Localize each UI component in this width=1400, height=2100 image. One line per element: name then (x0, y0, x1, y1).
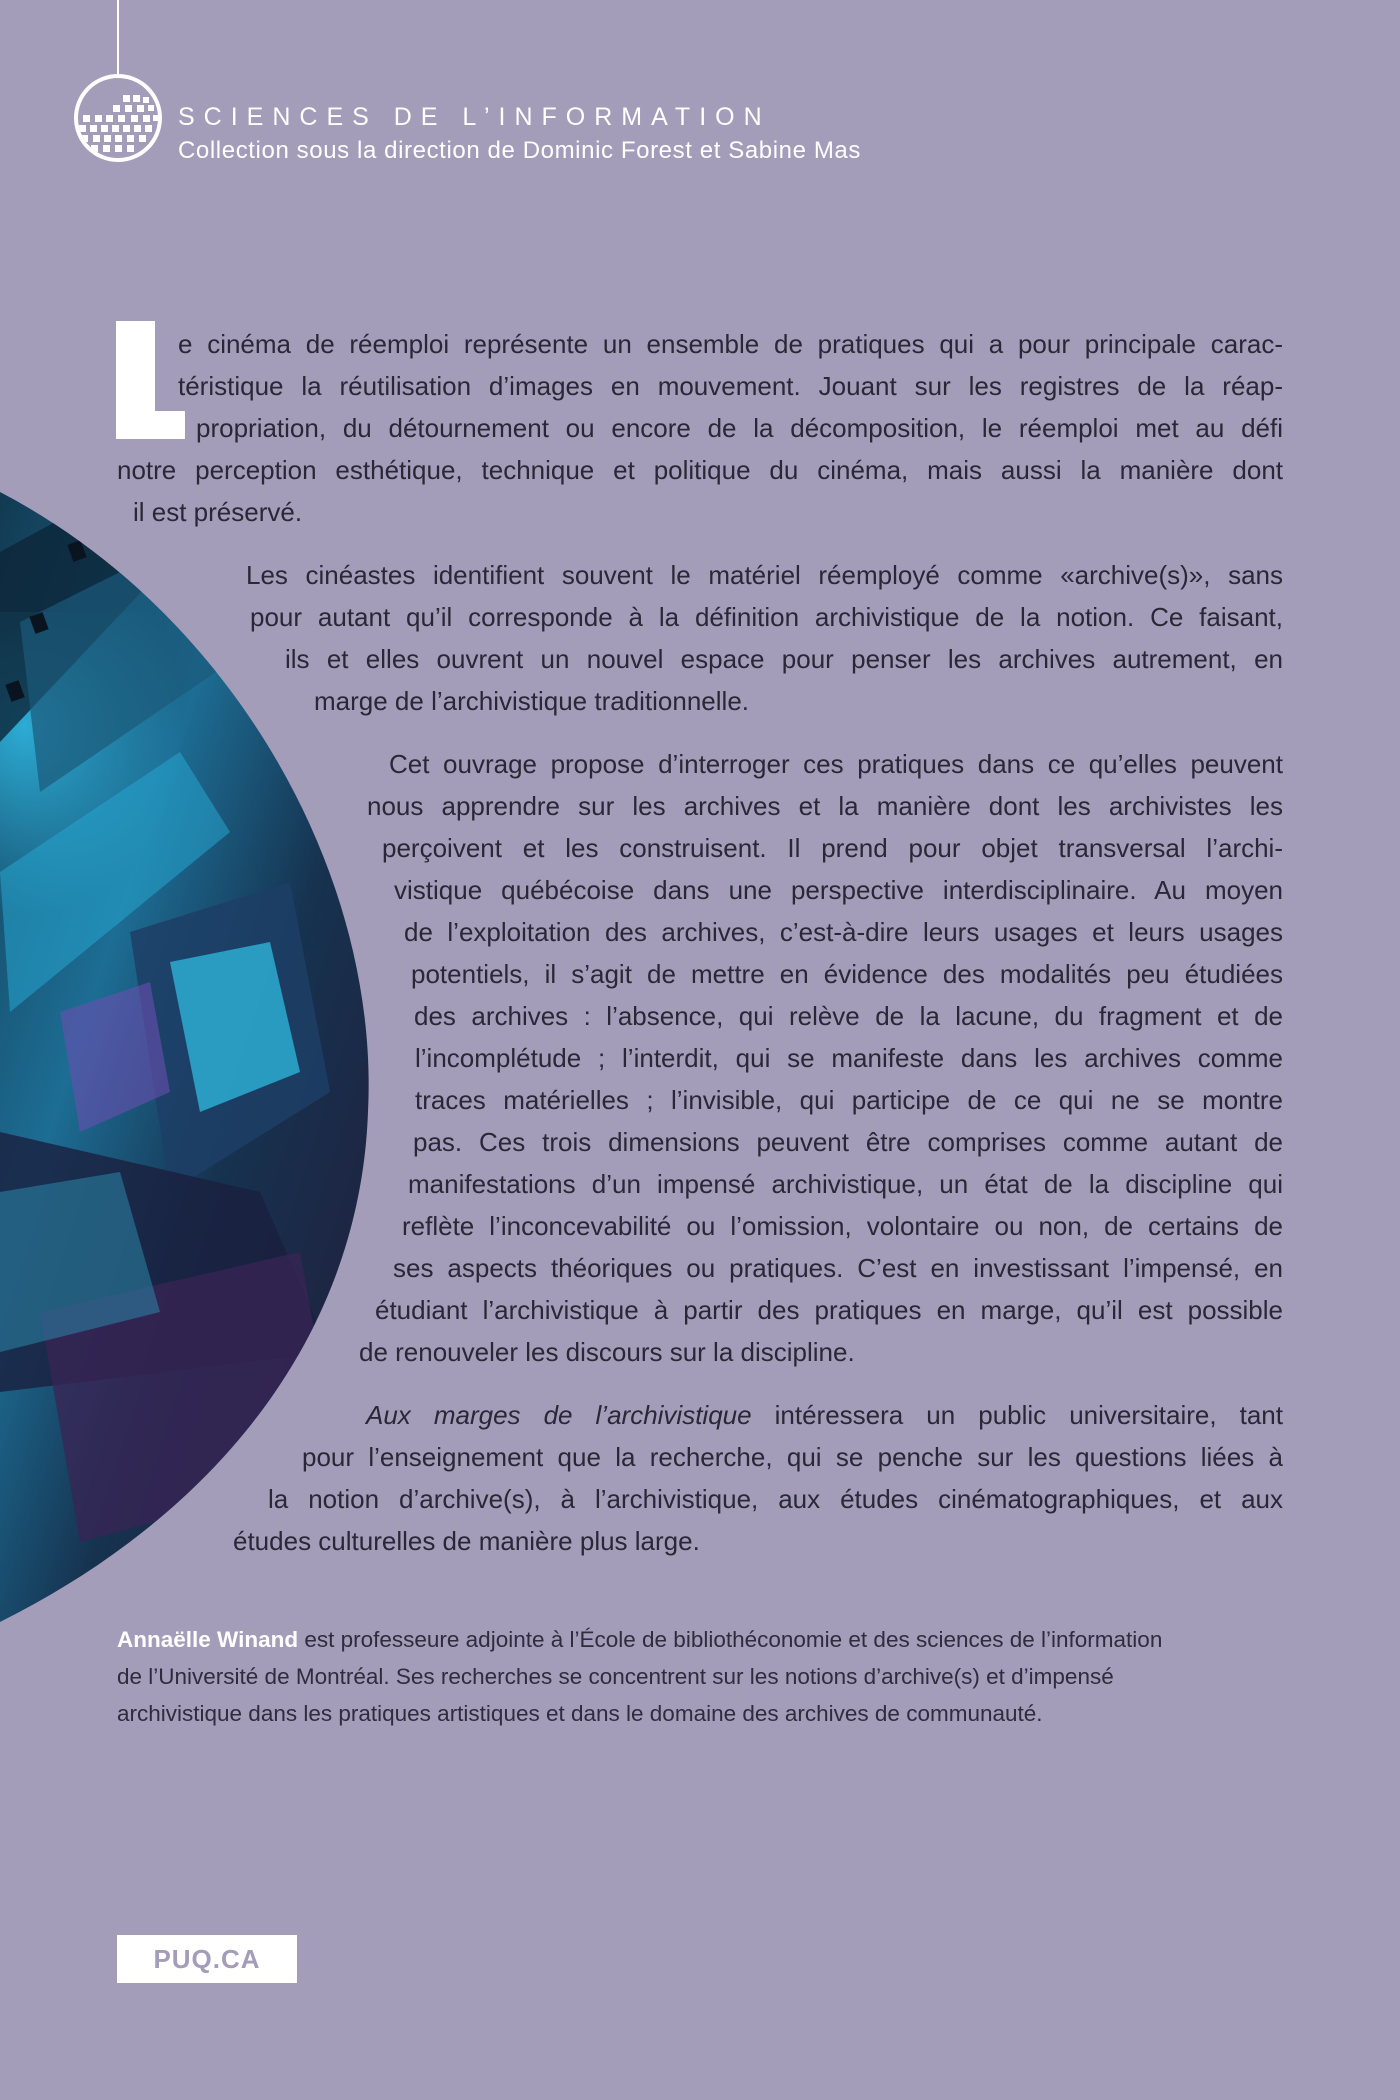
paragraph-3-line: l’incomplétude ; l’interdit, qui se manifeste dans les archives comme (415, 1043, 1283, 1073)
paragraph-2-line: pour autant qu’il corresponde à la définition archivistique de la notion. Ce faisant, (250, 602, 1283, 632)
paragraph-3-line: de renouveler les discours sur la discipline. (359, 1337, 855, 1367)
paragraph-4-line: pour l’enseignement que la recherche, qui se penche sur les questions liées à (302, 1442, 1283, 1472)
publisher-url-box[interactable] (117, 1935, 297, 1983)
paragraph-3-line: des archives : l’absence, qui relève de la lacune, du fragment et de (414, 1001, 1283, 1031)
paragraph-3-line: manifestations d’un impensé archivistique, un état de la discipline qui (408, 1169, 1283, 1199)
author-bio-line: archivistique dans les pratiques artistiques et dans le domaine des archives de communauté. (117, 1701, 1043, 1726)
paragraph-3-line: ses aspects théoriques ou pratiques. C’est en investissant l’impensé, en (393, 1253, 1283, 1283)
book-title: Aux marges de l’archivistique (366, 1400, 752, 1430)
paragraph-3-line: reflète l’inconcevabilité ou l’omission, volontaire ou non, de certains de (402, 1211, 1283, 1241)
series-title: SCIENCES DE L’INFORMATION (178, 103, 771, 131)
paragraph-1-line: notre perception esthétique, technique et politique du cinéma, mais aussi la manière dont (117, 455, 1283, 485)
paragraph-1-line: e cinéma de réemploi représente un ensemble de pratiques qui a pour principale carac- (178, 329, 1283, 359)
paragraph-3-line: perçoivent et les construisent. Il prend pour objet transversal l’archi- (382, 833, 1283, 863)
paragraph-2-line: marge de l’archivistique traditionnelle. (314, 686, 750, 716)
paragraph-3-line: potentiels, il s’agit de mettre en évidence des modalités peu étudiées (411, 959, 1283, 989)
drop-cap-letter (116, 321, 185, 439)
publisher-url[interactable]: PUQ.CA (153, 1943, 261, 1974)
paragraph-4-line: études culturelles de manière plus large. (233, 1526, 700, 1556)
author-name: Annaëlle Winand (117, 1627, 299, 1652)
paragraph-2-line: ils et elles ouvrent un nouvel espace pour penser les archives autrement, en (285, 644, 1283, 674)
author-bio-line: de l’Université de Montréal. Ses recherches se concentrent sur les notions d’archive(s) et d’impensé (117, 1664, 1114, 1689)
paragraph-4-line: la notion d’archive(s), à l’archivistique, aux études cinématographiques, et aux (268, 1484, 1283, 1514)
author-bio (117, 1621, 1283, 1732)
paragraph-1-line: propriation, du détournement ou encore de la décomposition, le réemploi met au défi (196, 413, 1283, 443)
paragraph-3-line: étudiant l’archivistique à partir des pratiques en marge, qu’il est possible (375, 1295, 1283, 1325)
paragraph-3-line: traces matérielles ; l’invisible, qui participe de ce qui ne se montre (415, 1085, 1283, 1115)
series-subtitle: Collection sous la direction de Dominic Forest et Sabine Mas (178, 137, 861, 164)
paragraph-1-line: il est préservé. (133, 497, 303, 527)
paragraph-2-line: Les cinéastes identifient souvent le matériel réemployé comme «archive(s)», sans (246, 560, 1283, 590)
paragraph-4-first-line: Aux marges de l’archivistique intéressera un public universitaire, tant (366, 1400, 1283, 1430)
paragraph-3-line: Cet ouvrage propose d’interroger ces pratiques dans ce qu’elles peuvent (389, 749, 1283, 779)
paragraph-3-line: de l’exploitation des archives, c’est-à-dire leurs usages et leurs usages (404, 917, 1283, 947)
author-bio-line: Annaëlle Winand est professeure adjointe à l’École de bibliothéconomie et des sciences de l’information (117, 1627, 1163, 1652)
paragraph-3-line: pas. Ces trois dimensions peuvent être comprises comme autant de (413, 1127, 1283, 1157)
paragraph-3-line: vistique québécoise dans une perspective interdisciplinaire. Au moyen (394, 875, 1283, 905)
paragraph-3-line: nous apprendre sur les archives et la manière dont les archivistes les (367, 791, 1283, 821)
paragraph-1-line: téristique la réutilisation d’images en mouvement. Jouant sur les registres de la réap- (178, 371, 1283, 401)
